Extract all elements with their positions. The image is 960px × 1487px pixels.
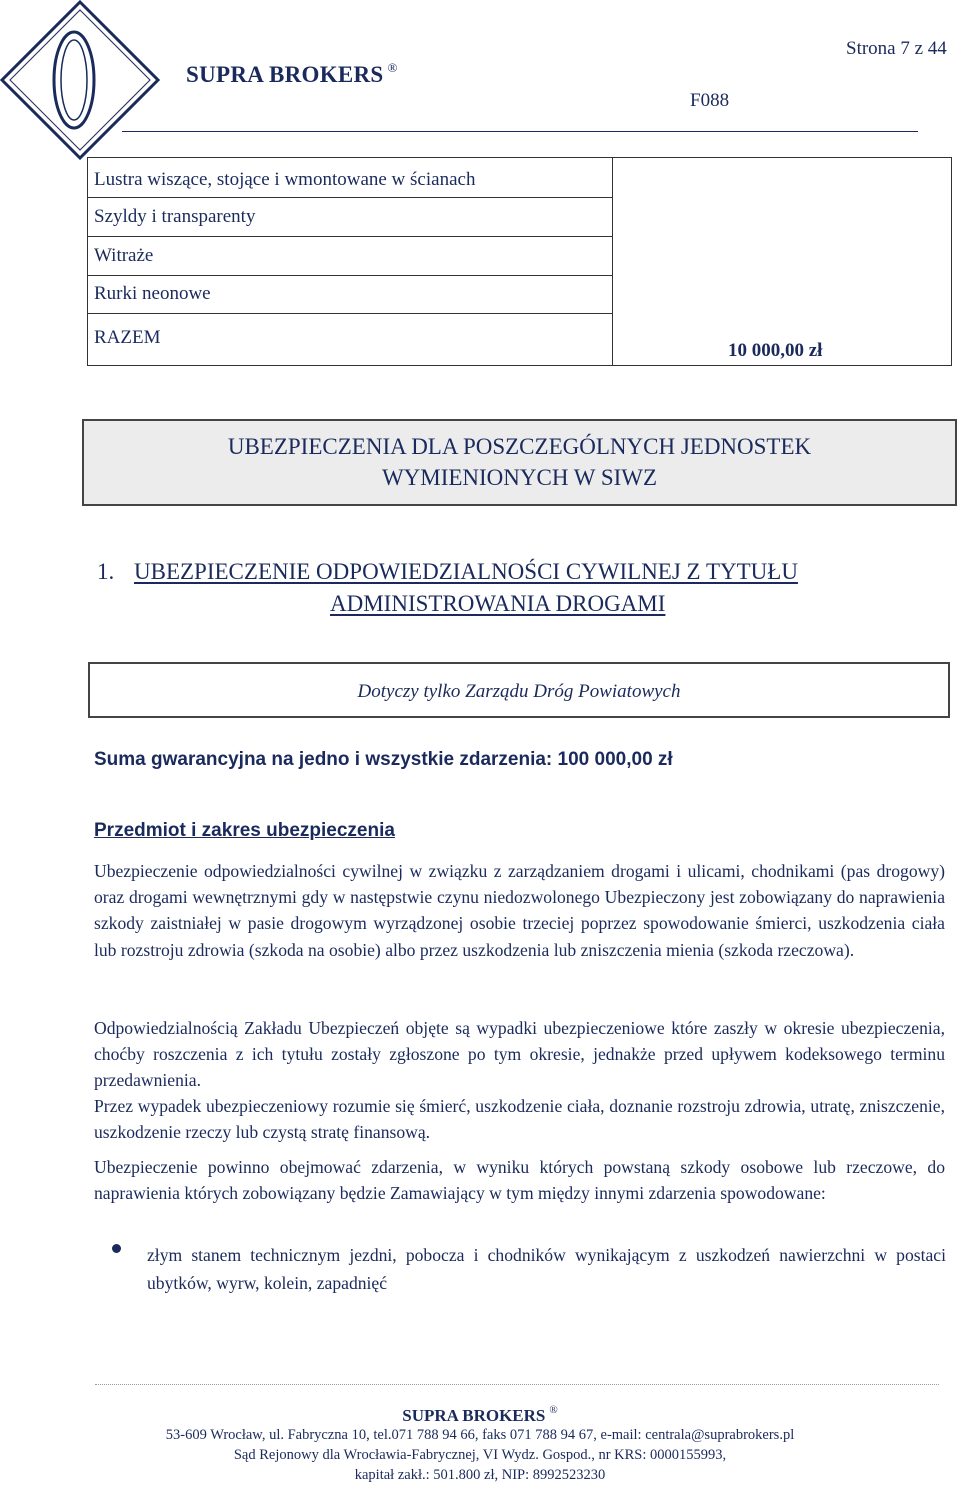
footer-brand: SUPRA BROKERS ® xyxy=(402,1404,558,1425)
footer-court: Sąd Rejonowy dla Wrocławia-Fabrycznej, VI Wydz. Gospod., nr KRS: 0000155993, xyxy=(233,1447,727,1463)
registered-mark: ® xyxy=(387,60,398,75)
item-number: 1. xyxy=(97,559,115,584)
items-table xyxy=(87,157,952,366)
paragraph-liability: Ubezpieczenie odpowiedzialności cywilnej w związku z zarządzaniem drogami i ulicami, chodnikami (pas drogowy) oraz drogami wewnętrznymi gdy w następstwie czynu niedozwolonego Ubezpieczony jest zobowiązany do naprawienia szkody zaistniałej w pasie drogowym wyrządzonej osobie trzeciej poprzez spowodowanie śmierci, uszkodzenia ciała lub rozstroju zdrowia (szkoda na osobie) albo przez uszkodzenia lub zniszczenia mienia (szkoda rzeczowa). xyxy=(94,861,945,960)
footer-registered-mark: ® xyxy=(549,1404,558,1416)
scope-note-box xyxy=(88,662,950,718)
footer-capital: kapitał zakł.: 501.800 zł, NIP: 8992523230 xyxy=(354,1467,606,1483)
paragraph-scope-events: Ubezpieczenie powinno obejmować zdarzenia, w wyniku których powstaną szkody osobowe lub rzeczowe, do naprawienia których zobowiązany będzie Zamawiający w tym między innymi zdarzenia spowodowane: xyxy=(94,1157,945,1204)
table-row: Witraże xyxy=(88,237,612,276)
paragraph-definition: Przez wypadek ubezpieczeniowy rozumie się śmierć, uszkodzenie ciała, doznanie rozstroju zdrowia, utratę, zniszczenie, uszkodzenie rzeczy lub czystą stratę finansową. xyxy=(94,1096,945,1143)
table-row: Szyldy i transparenty xyxy=(88,198,612,237)
subject-heading: Przedmiot i zakres ubezpieczenia xyxy=(94,820,395,841)
items-column xyxy=(88,158,613,365)
scope-note: Dotyczy tylko Zarządu Dróg Powiatowych xyxy=(357,681,681,702)
bullet-icon xyxy=(112,1244,121,1253)
footer-address: 53-609 Wrocław, ul. Fabryczna 10, tel.071 788 94 66, faks 071 788 94 67, e-mail: centrala@suprabrokers.pl xyxy=(165,1427,795,1443)
page-number: Strona 7 z 44 xyxy=(846,38,947,59)
table-total-value: 10 000,00 zł xyxy=(728,340,823,361)
table-total-label: RAZEM xyxy=(94,327,161,348)
guarantee-sum: Suma gwarancyjna na jedno i wszystkie zdarzenia: 100 000,00 zł xyxy=(94,749,673,770)
table-row: Lustra wiszące, stojące i wmontowane w ścianach xyxy=(88,158,612,198)
header-brand: SUPRA BROKERS ® xyxy=(186,60,398,87)
paragraph-coverage-period: Odpowiedzialnością Zakładu Ubezpieczeń objęte są wypadki ubezpieczeniowe które zaszły w okresie ubezpieczenia, choćby roszczenia z ich tytułu zostały zgłoszone po tym okresie, jednakże przed upływem kodeksowego terminu przedawnienia. xyxy=(94,1018,945,1091)
footer-divider xyxy=(95,1384,939,1385)
document-code: F088 xyxy=(690,90,730,111)
table-row: Rurki neonowe xyxy=(88,276,612,314)
section-heading-line-2: WYMIENIONYCH W SIWZ xyxy=(381,465,658,490)
header-divider xyxy=(122,131,918,132)
item-heading-line-2: ADMINISTROWANIA DROGAMI xyxy=(330,591,666,616)
item-heading-line-1: UBEZPIECZENIE ODPOWIEDZIALNOŚCI CYWILNEJ Z TYTUŁU xyxy=(134,559,798,584)
section-heading-box xyxy=(82,419,957,506)
company-logo xyxy=(0,0,160,160)
bullet-item: złym stanem technicznym jezdni, pobocza i chodników wynikającym z uszkodzeń nawierzchni w postaci ubytków, wyrw, kolein, zapadnięć xyxy=(147,1245,946,1293)
section-heading-line-1: UBEZPIECZENIA DLA POSZCZEGÓLNYCH JEDNOSTEK xyxy=(227,434,812,459)
